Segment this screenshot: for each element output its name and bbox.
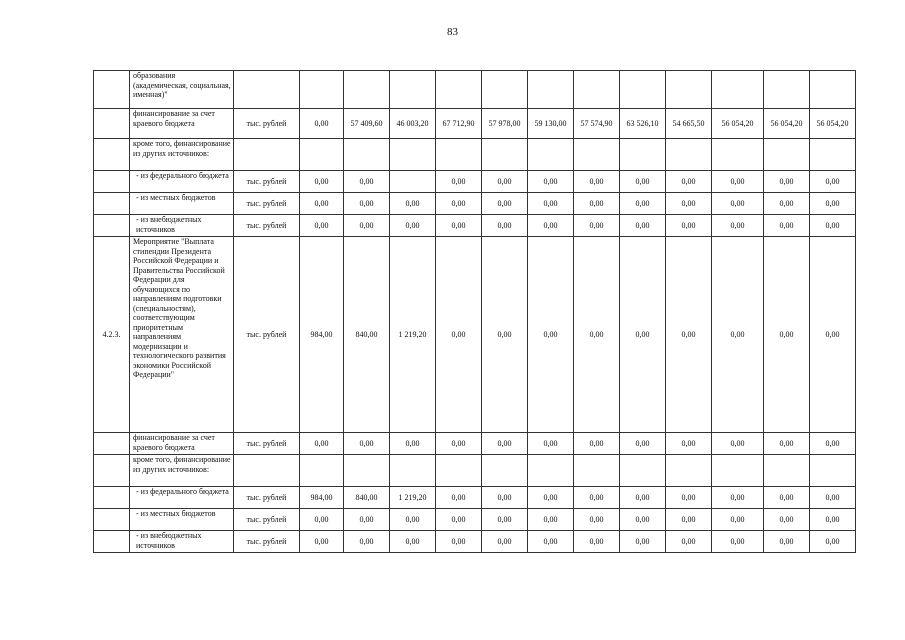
value-cell: 54 665,50 (666, 109, 712, 139)
value-cell: 0,00 (528, 193, 574, 215)
value-cell (666, 139, 712, 171)
row-unit: тыс. рублей (234, 509, 300, 531)
row-unit: тыс. рублей (234, 171, 300, 193)
table-row (94, 171, 856, 193)
value-cell (620, 71, 666, 109)
value-cell: 0,00 (620, 193, 666, 215)
value-cell: 0,00 (528, 171, 574, 193)
value-cell: 0,00 (712, 171, 764, 193)
value-cell: 0,00 (300, 433, 344, 455)
value-cell: 0,00 (482, 509, 528, 531)
value-cell: 0,00 (712, 487, 764, 509)
value-cell: 0,00 (574, 531, 620, 553)
value-cell: 0,00 (528, 433, 574, 455)
row-name: - из внебюджетных источников (130, 531, 234, 553)
row-name: финансирование за счет краевого бюджета (130, 109, 234, 139)
value-cell: 0,00 (528, 531, 574, 553)
row-name: кроме того, финансирование из других источников: (130, 455, 234, 487)
value-cell: 0,00 (712, 193, 764, 215)
row-name: - из федерального бюджета (130, 171, 234, 193)
page-number: 83 (447, 26, 458, 38)
value-cell: 46 003,20 (390, 109, 436, 139)
value-cell: 0,00 (764, 509, 810, 531)
row-code (94, 109, 130, 139)
value-cell: 0,00 (436, 215, 482, 237)
value-cell: 0,00 (620, 215, 666, 237)
row-code (94, 487, 130, 509)
value-cell (666, 71, 712, 109)
row-unit (234, 139, 300, 171)
row-name: - из местных бюджетов (130, 193, 234, 215)
value-cell: 0,00 (810, 237, 856, 433)
value-cell: 0,00 (666, 237, 712, 433)
value-cell: 1 219,20 (390, 487, 436, 509)
value-cell (574, 71, 620, 109)
row-name: образования (академическая, социальная, именная)" (130, 71, 234, 109)
value-cell: 0,00 (764, 531, 810, 553)
value-cell: 56 054,20 (712, 109, 764, 139)
value-cell: 984,00 (300, 487, 344, 509)
value-cell (300, 71, 344, 109)
value-cell (300, 139, 344, 171)
table-row (94, 215, 856, 237)
value-cell: 840,00 (344, 237, 390, 433)
row-unit: тыс. рублей (234, 193, 300, 215)
value-cell: 0,00 (666, 215, 712, 237)
value-cell: 0,00 (810, 531, 856, 553)
value-cell: 0,00 (344, 531, 390, 553)
value-cell: 0,00 (482, 171, 528, 193)
value-cell: 59 130,00 (528, 109, 574, 139)
row-name: - из внебюджетных источников (130, 215, 234, 237)
value-cell: 0,00 (482, 193, 528, 215)
value-cell (390, 139, 436, 171)
value-cell: 0,00 (712, 215, 764, 237)
value-cell: 63 526,10 (620, 109, 666, 139)
value-cell: 0,00 (300, 531, 344, 553)
value-cell: 0,00 (666, 433, 712, 455)
value-cell: 0,00 (300, 509, 344, 531)
value-cell: 0,00 (528, 487, 574, 509)
value-cell (764, 455, 810, 487)
row-unit: тыс. рублей (234, 215, 300, 237)
value-cell: 0,00 (482, 531, 528, 553)
value-cell (712, 455, 764, 487)
value-cell: 0,00 (620, 531, 666, 553)
value-cell (300, 455, 344, 487)
value-cell: 0,00 (436, 531, 482, 553)
value-cell: 0,00 (436, 193, 482, 215)
value-cell (712, 139, 764, 171)
value-cell: 0,00 (712, 237, 764, 433)
value-cell: 0,00 (712, 433, 764, 455)
value-cell: 0,00 (666, 531, 712, 553)
value-cell: 56 054,20 (764, 109, 810, 139)
value-cell: 0,00 (574, 433, 620, 455)
row-code (94, 193, 130, 215)
value-cell: 0,00 (390, 215, 436, 237)
value-cell: 0,00 (764, 433, 810, 455)
value-cell: 0,00 (666, 171, 712, 193)
table-row (94, 193, 856, 215)
financing-table (93, 70, 856, 553)
value-cell: 0,00 (344, 509, 390, 531)
value-cell (436, 139, 482, 171)
row-name: Мероприятие "Выплата стипендии Президента Российской Федерации и Правительства Российской Федерации для обучающихся по направлениям подготовки (специальностям), соответствующим приоритетным направлениям модернизации и технологического развития экономики Российской Федерации" (130, 237, 234, 433)
value-cell: 0,00 (574, 215, 620, 237)
row-unit (234, 71, 300, 109)
value-cell: 0,00 (300, 109, 344, 139)
value-cell: 0,00 (620, 509, 666, 531)
value-cell: 0,00 (482, 487, 528, 509)
table-row (94, 71, 856, 109)
value-cell (574, 455, 620, 487)
table-row (94, 237, 856, 433)
table-row (94, 139, 856, 171)
value-cell: 840,00 (344, 487, 390, 509)
value-cell (528, 139, 574, 171)
value-cell: 0,00 (436, 509, 482, 531)
value-cell: 0,00 (390, 433, 436, 455)
value-cell: 0,00 (810, 433, 856, 455)
table-row (94, 487, 856, 509)
row-code (94, 531, 130, 553)
row-name: финансирование за счет краевого бюджета (130, 433, 234, 455)
value-cell: 0,00 (436, 487, 482, 509)
value-cell: 0,00 (712, 531, 764, 553)
row-code: 4.2.3. (94, 237, 130, 433)
value-cell: 0,00 (528, 237, 574, 433)
row-name: - из местных бюджетов (130, 509, 234, 531)
row-code (94, 139, 130, 171)
value-cell: 984,00 (300, 237, 344, 433)
row-code (94, 509, 130, 531)
row-unit: тыс. рублей (234, 433, 300, 455)
value-cell: 0,00 (482, 215, 528, 237)
value-cell: 0,00 (712, 509, 764, 531)
value-cell: 0,00 (436, 433, 482, 455)
value-cell: 0,00 (300, 193, 344, 215)
value-cell: 0,00 (810, 487, 856, 509)
value-cell (482, 455, 528, 487)
row-code (94, 171, 130, 193)
value-cell (344, 71, 390, 109)
table-row (94, 531, 856, 553)
value-cell: 0,00 (528, 509, 574, 531)
value-cell: 0,00 (574, 193, 620, 215)
row-unit: тыс. рублей (234, 109, 300, 139)
value-cell (620, 139, 666, 171)
value-cell (810, 455, 856, 487)
table-row (94, 455, 856, 487)
value-cell (666, 455, 712, 487)
value-cell: 0,00 (764, 237, 810, 433)
value-cell: 0,00 (574, 171, 620, 193)
value-cell (574, 139, 620, 171)
value-cell: 0,00 (810, 509, 856, 531)
value-cell: 0,00 (810, 215, 856, 237)
value-cell: 57 978,00 (482, 109, 528, 139)
value-cell: 0,00 (620, 171, 666, 193)
value-cell: 0,00 (764, 215, 810, 237)
value-cell: 0,00 (482, 433, 528, 455)
value-cell: 57 574,90 (574, 109, 620, 139)
value-cell: 0,00 (344, 171, 390, 193)
value-cell: 0,00 (810, 171, 856, 193)
value-cell: 0,00 (300, 171, 344, 193)
value-cell (810, 71, 856, 109)
value-cell (436, 71, 482, 109)
value-cell: 0,00 (344, 215, 390, 237)
table-row (94, 433, 856, 455)
value-cell: 0,00 (344, 433, 390, 455)
value-cell: 0,00 (574, 487, 620, 509)
table-row (94, 509, 856, 531)
value-cell: 57 409,60 (344, 109, 390, 139)
value-cell: 0,00 (666, 509, 712, 531)
value-cell: 0,00 (482, 237, 528, 433)
value-cell: 0,00 (436, 171, 482, 193)
value-cell (344, 455, 390, 487)
row-code (94, 433, 130, 455)
value-cell: 0,00 (666, 193, 712, 215)
value-cell: 0,00 (436, 237, 482, 433)
value-cell: 0,00 (810, 193, 856, 215)
value-cell: 0,00 (344, 193, 390, 215)
value-cell (344, 139, 390, 171)
row-name: - из федерального бюджета (130, 487, 234, 509)
value-cell: 0,00 (764, 171, 810, 193)
row-unit (234, 455, 300, 487)
value-cell (712, 71, 764, 109)
value-cell (390, 171, 436, 193)
value-cell: 0,00 (620, 487, 666, 509)
row-name: кроме того, финансирование из других источников: (130, 139, 234, 171)
value-cell (764, 71, 810, 109)
value-cell (390, 455, 436, 487)
value-cell (620, 455, 666, 487)
row-code (94, 455, 130, 487)
value-cell (436, 455, 482, 487)
value-cell: 0,00 (620, 433, 666, 455)
value-cell: 0,00 (620, 237, 666, 433)
value-cell: 1 219,20 (390, 237, 436, 433)
value-cell: 0,00 (764, 487, 810, 509)
value-cell (528, 71, 574, 109)
row-unit: тыс. рублей (234, 487, 300, 509)
table-body (94, 71, 856, 553)
value-cell: 0,00 (528, 215, 574, 237)
value-cell (482, 71, 528, 109)
value-cell: 0,00 (390, 531, 436, 553)
row-unit: тыс. рублей (234, 237, 300, 433)
value-cell: 67 712,90 (436, 109, 482, 139)
value-cell: 56 054,20 (810, 109, 856, 139)
value-cell: 0,00 (390, 193, 436, 215)
value-cell (528, 455, 574, 487)
value-cell: 0,00 (390, 509, 436, 531)
table-row (94, 109, 856, 139)
value-cell: 0,00 (574, 237, 620, 433)
value-cell (764, 139, 810, 171)
row-code (94, 215, 130, 237)
value-cell: 0,00 (574, 509, 620, 531)
value-cell: 0,00 (764, 193, 810, 215)
row-code (94, 71, 130, 109)
value-cell (390, 71, 436, 109)
value-cell (810, 139, 856, 171)
row-unit: тыс. рублей (234, 531, 300, 553)
value-cell: 0,00 (300, 215, 344, 237)
value-cell: 0,00 (666, 487, 712, 509)
value-cell (482, 139, 528, 171)
